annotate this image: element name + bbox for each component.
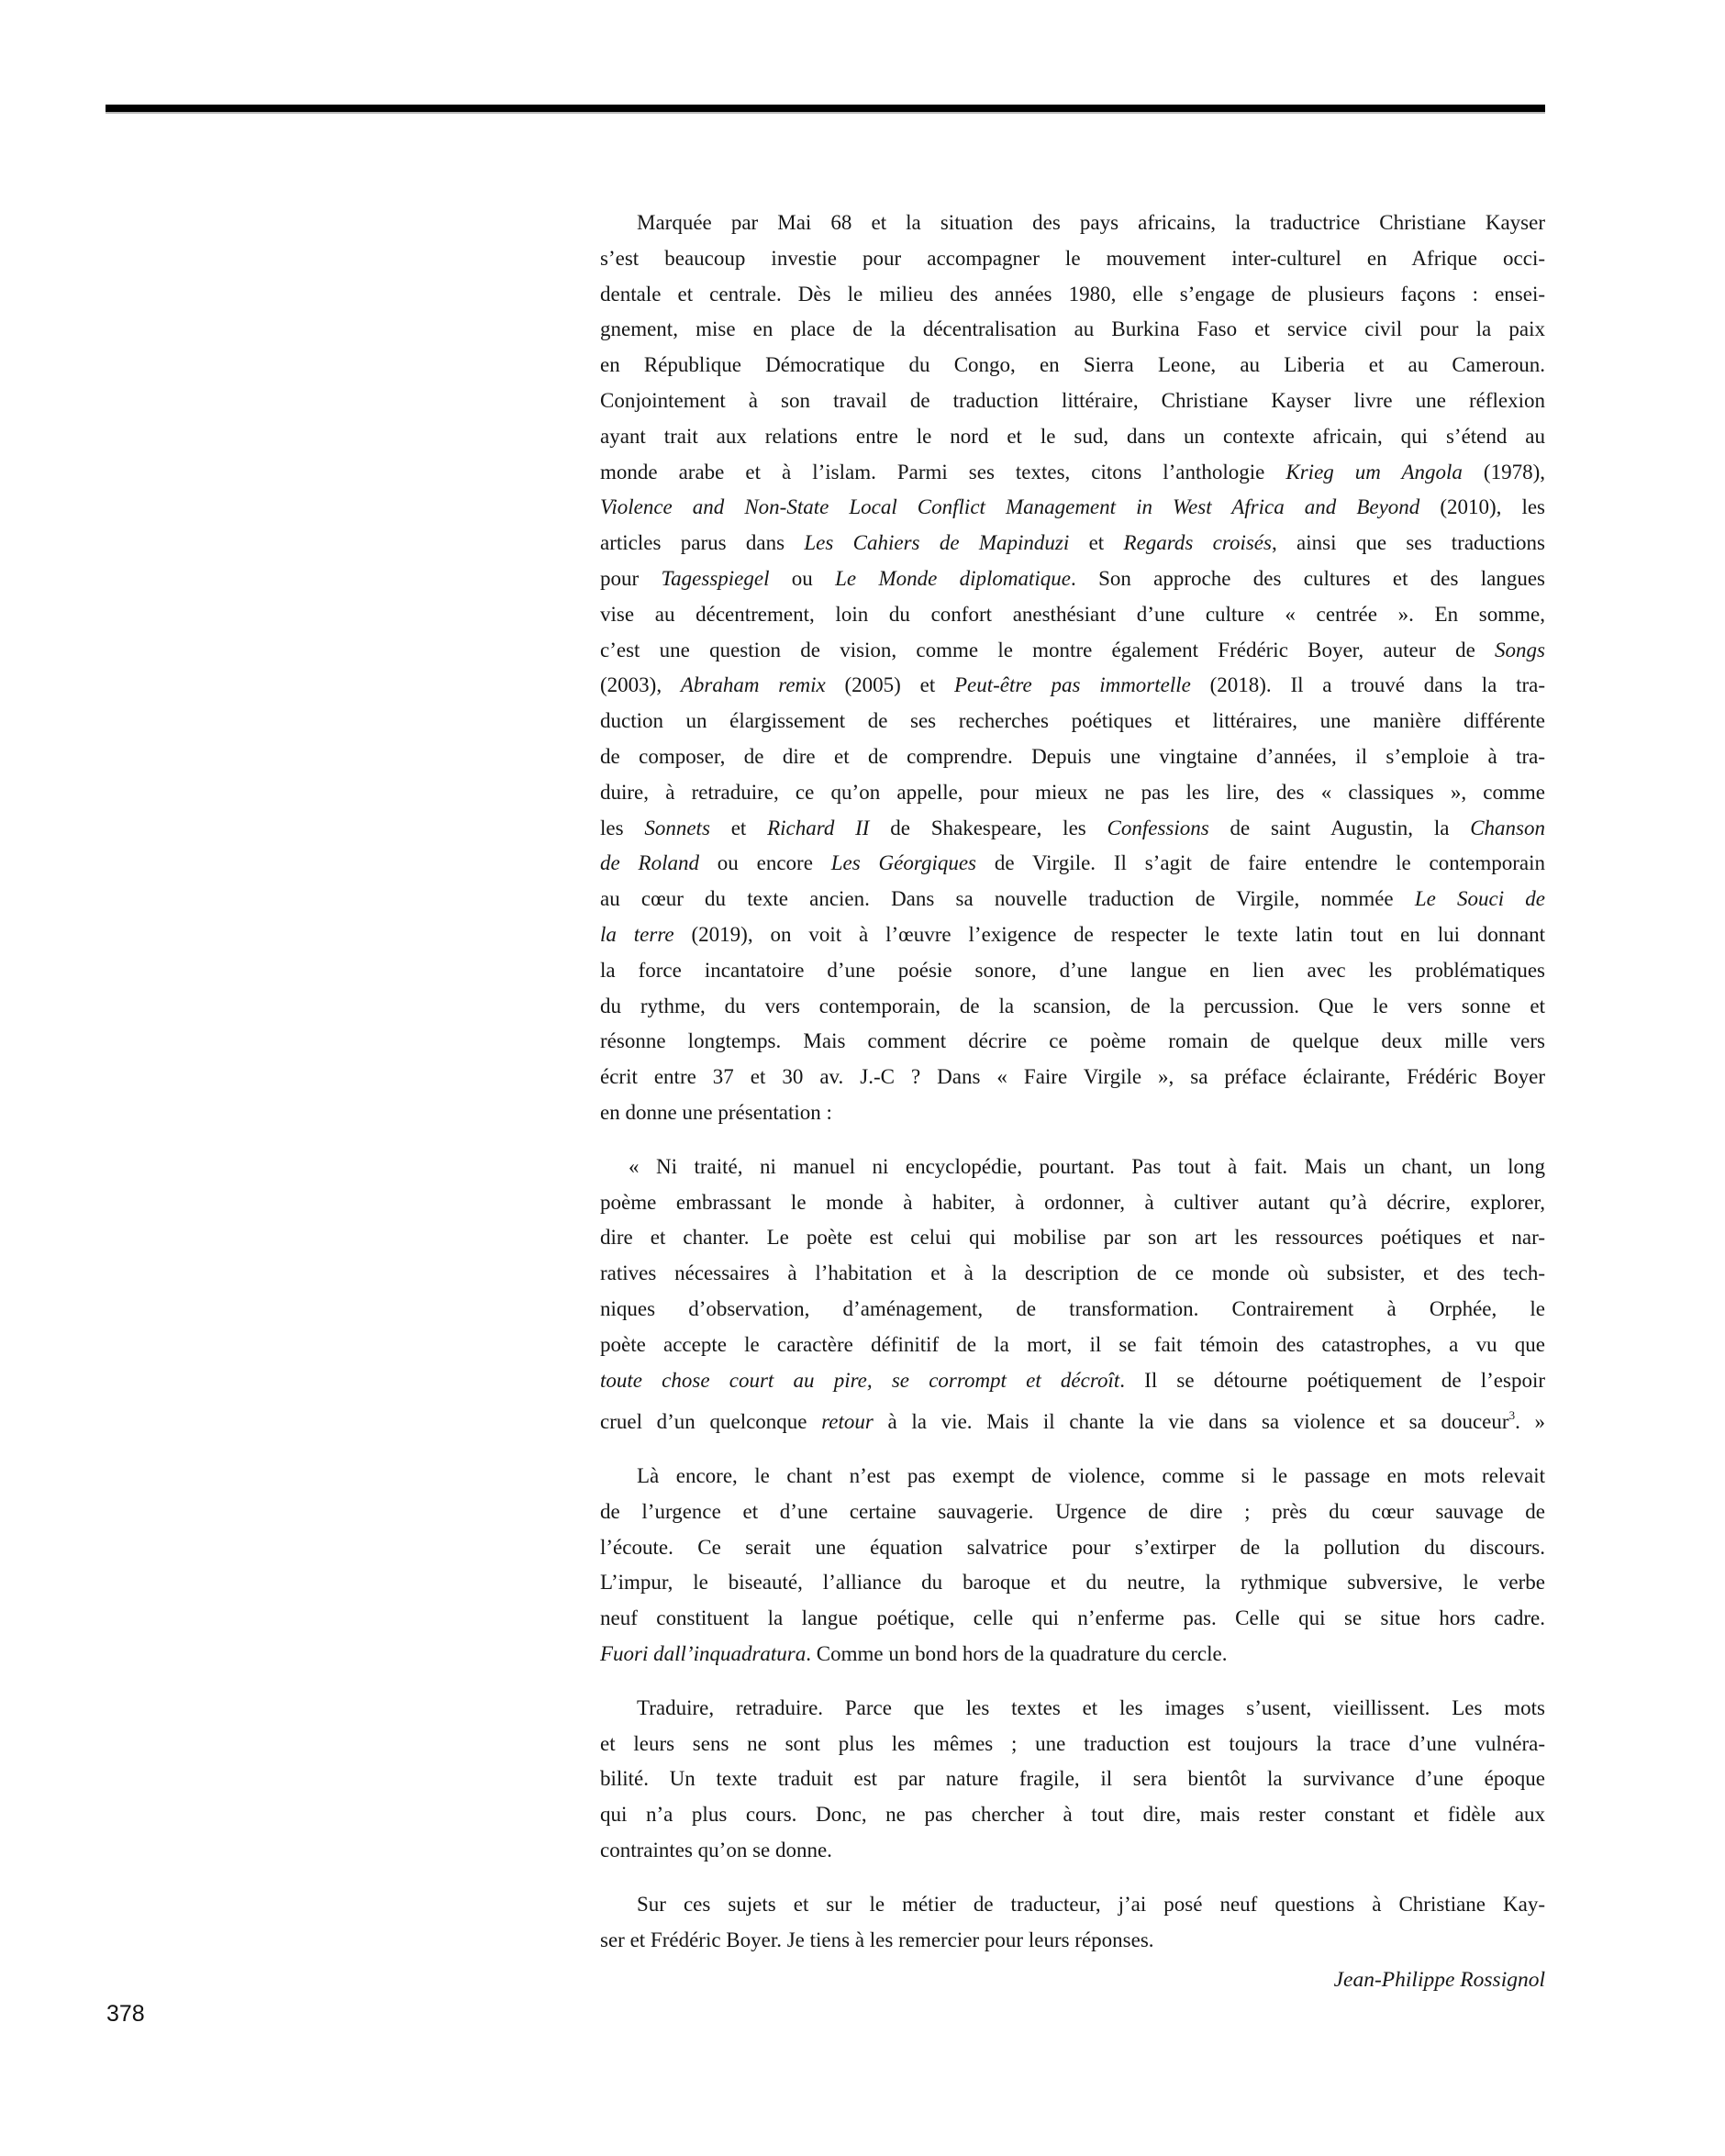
block-quote xyxy=(600,1150,1545,1440)
text-line: (2003), Abraham remix (2005) et Peut-être pas immortelle (2018). Il a trouvé dans la tra- xyxy=(600,673,1546,697)
text-line: du rythme, du vers contemporain, de la scansion, de la percussion. Que le vers sonne et xyxy=(600,994,1545,1017)
text-line: neuf constituent la langue poétique, celle qui n’enferme pas. Celle qui se situe hors cadre. xyxy=(600,1606,1545,1630)
text-line: pour Tagesspiegel ou Le Monde diplomatique. Son approche des cultures et des langues xyxy=(600,566,1546,590)
author-signature: Jean-Philippe Rossignol xyxy=(1333,1968,1545,1992)
article-text xyxy=(600,206,1545,1976)
text-line: s’est beaucoup investie pour accompagner le mouvement inter-culturel en Afrique occi- xyxy=(600,246,1545,270)
text-line: la force incantatoire d’une poésie sonore, d’une langue en lien avec les problématiques xyxy=(600,958,1545,982)
text-line: dentale et centrale. Dès le milieu des années 1980, elle s’engage de plusieurs façons : ensei- xyxy=(600,282,1545,306)
text-line: de composer, de dire et de comprendre. Depuis une vingtaine d’années, il s’emploie à tra- xyxy=(600,744,1545,768)
italic-text: Les Cahiers de Mapinduzi xyxy=(804,531,1070,555)
text-line: gnement, mise en place de la décentralisation au Burkina Faso et service civil pour la paix xyxy=(600,317,1545,341)
text-line: ser et Frédéric Boyer. Je tiens à les remercier pour leurs réponses. xyxy=(600,1928,1154,1951)
text-line: Là encore, le chant n’est pas exempt de violence, comme si le passage en mots relevait xyxy=(637,1464,1545,1488)
text-line: articles parus dans Les Cahiers de Mapinduzi et Regards croisés, ainsi que ses traductions xyxy=(600,531,1545,555)
italic-text: Les Géorgiques xyxy=(830,851,976,875)
text-line: Marquée par Mai 68 et la situation des pays africains, la traductrice Christiane Kayser xyxy=(637,211,1545,234)
italic-text: la terre xyxy=(600,922,674,946)
italic-text: retour xyxy=(821,1410,874,1434)
italic-text: Peut-être pas immortelle xyxy=(953,673,1191,697)
italic-text: Le Monde diplomatique xyxy=(835,566,1071,590)
text-line: toute chose court au pire, se corrompt et décroît. Il se détourne poétiquement de l’espoir xyxy=(600,1368,1545,1392)
text-line: poème embrassant le monde à habiter, à ordonner, à cultiver autant qu’à décrire, explorer, xyxy=(600,1190,1545,1214)
paragraph xyxy=(600,1887,1545,1959)
text-line: contraintes qu’on se donne. xyxy=(600,1839,832,1862)
text-line: cruel d’un quelconque retour à la vie. Mais il chante la vie dans sa violence et sa douceur$^3$. » xyxy=(600,1408,1545,1434)
italic-text: Krieg um Angola xyxy=(1285,460,1463,483)
italic-text: Chanson xyxy=(1470,816,1545,839)
paragraph xyxy=(600,206,1545,1131)
italic-text: Le Souci de xyxy=(1414,887,1545,911)
text-line: ayant trait aux relations entre le nord et le sud, dans un contexte africain, qui s’étend au xyxy=(600,424,1545,448)
text-line: « Ni traité, ni manuel ni encyclopédie, pourtant. Pas tout à fait. Mais un chant, un long xyxy=(629,1154,1545,1178)
text-line: dire et chanter. Le poète est celui qui mobilise par son art les ressources poétiques et nar- xyxy=(600,1226,1545,1250)
text-line: de l’urgence et d’une certaine sauvagerie. Urgence de dire ; près du cœur sauvage de xyxy=(600,1499,1545,1523)
italic-text: Regards croisés xyxy=(1123,531,1272,555)
text-line: vise au décentrement, loin du confort anesthésiant d’une culture « centrée ». En somme, xyxy=(600,602,1545,626)
text-line: la terre (2019), on voit à l’œuvre l’exigence de respecter le texte latin tout en lui donnant xyxy=(600,922,1545,946)
text-line: qui n’a plus cours. Donc, ne pas chercher à tout dire, mais rester constant et fidèle aux xyxy=(600,1803,1545,1827)
text-line: Fuori dall’inquadratura. Comme un bond hors de la quadrature du cercle. xyxy=(600,1642,1228,1666)
italic-text: Sonnets xyxy=(644,816,710,839)
paragraph xyxy=(600,1459,1545,1673)
italic-text: de Roland xyxy=(600,851,699,875)
text-line: écrit entre 37 et 30 av. J.-C ? Dans « Faire Virgile », sa préface éclairante, Frédéric Boyer xyxy=(600,1065,1545,1089)
text-line: au cœur du texte ancien. Dans sa nouvelle traduction de Virgile, nommée Le Souci de xyxy=(600,887,1545,911)
italic-text: Tagesspiegel xyxy=(661,566,770,590)
italic-text: Fuori dall’inquadratura xyxy=(600,1642,807,1666)
page-number: 378 xyxy=(106,2001,145,2027)
text-line: Sur ces sujets et sur le métier de traducteur, j’ai posé neuf questions à Christiane Kay- xyxy=(637,1892,1545,1916)
text-line: ratives nécessaires à l’habitation et à la description de ce monde où subsister, et des tech- xyxy=(600,1261,1545,1285)
italic-text: Richard II xyxy=(767,816,870,839)
text-line: Conjointement à son travail de traduction littéraire, Christiane Kayser livre une réflexion xyxy=(600,388,1545,412)
text-line: Traduire, retraduire. Parce que les textes et les images s’usent, vieillissent. Les mots xyxy=(637,1695,1545,1719)
text-line: les Sonnets et Richard II de Shakespeare, les Confessions de saint Augustin, la Chanson xyxy=(600,816,1545,839)
text-line: niques d’observation, d’aménagement, de transformation. Contrairement à Orphée, le xyxy=(600,1296,1545,1320)
text-line: L’impur, le biseauté, l’alliance du baroque et du neutre, la rythmique subversive, le verbe xyxy=(600,1571,1545,1595)
italic-text: Abraham remix xyxy=(680,673,826,697)
text-line: en République Démocratique du Congo, en Sierra Leone, au Liberia et au Cameroun. xyxy=(600,353,1545,377)
italic-text: Confessions xyxy=(1107,816,1209,839)
text-line: Violence and Non-State Local Conflict Management in West Africa and Beyond (2010), les xyxy=(600,495,1546,519)
italic-text: Songs xyxy=(1495,638,1545,661)
paragraph xyxy=(600,1691,1545,1869)
text-line: duction un élargissement de ses recherches poétiques et littéraires, une manière différente xyxy=(600,709,1545,733)
text-line: résonne longtemps. Mais comment décrire ce poème romain de quelque deux mille vers xyxy=(600,1029,1545,1053)
text-line: bilité. Un texte traduit est par nature fragile, il sera bientôt la survivance d’une époque xyxy=(600,1767,1545,1791)
text-line: monde arabe et à l’islam. Parmi ses textes, citons l’anthologie Krieg um Angola (1978), xyxy=(600,460,1545,483)
header-rule xyxy=(106,105,1545,112)
text-line: et leurs sens ne sont plus les mêmes ; une traduction est toujours la trace d’une vulnéra- xyxy=(600,1731,1545,1755)
text-line: de Roland ou encore Les Géorgiques de Virgile. Il s’agit de faire entendre le contemporain xyxy=(600,851,1546,875)
text-line: en donne une présentation : xyxy=(600,1100,832,1124)
italic-text: toute chose court au pire, se corrompt et décroît xyxy=(600,1368,1120,1392)
text-line: l’écoute. Ce serait une équation salvatrice pour s’extirper de la pollution du discours. xyxy=(600,1535,1545,1559)
italic-text: Violence and Non-State Local Conflict Management in West Africa and Beyond xyxy=(600,495,1420,519)
text-line: duire, à retraduire, ce qu’on appelle, pour mieux ne pas les lire, des « classiques », comme xyxy=(600,780,1545,804)
footnote-marker: 3 xyxy=(1508,1408,1516,1423)
text-line: c’est une question de vision, comme le montre également Frédéric Boyer, auteur de Songs xyxy=(600,638,1545,661)
text-line: poète accepte le caractère définitif de la mort, il se fait témoin des catastrophes, a vu que xyxy=(600,1332,1545,1356)
